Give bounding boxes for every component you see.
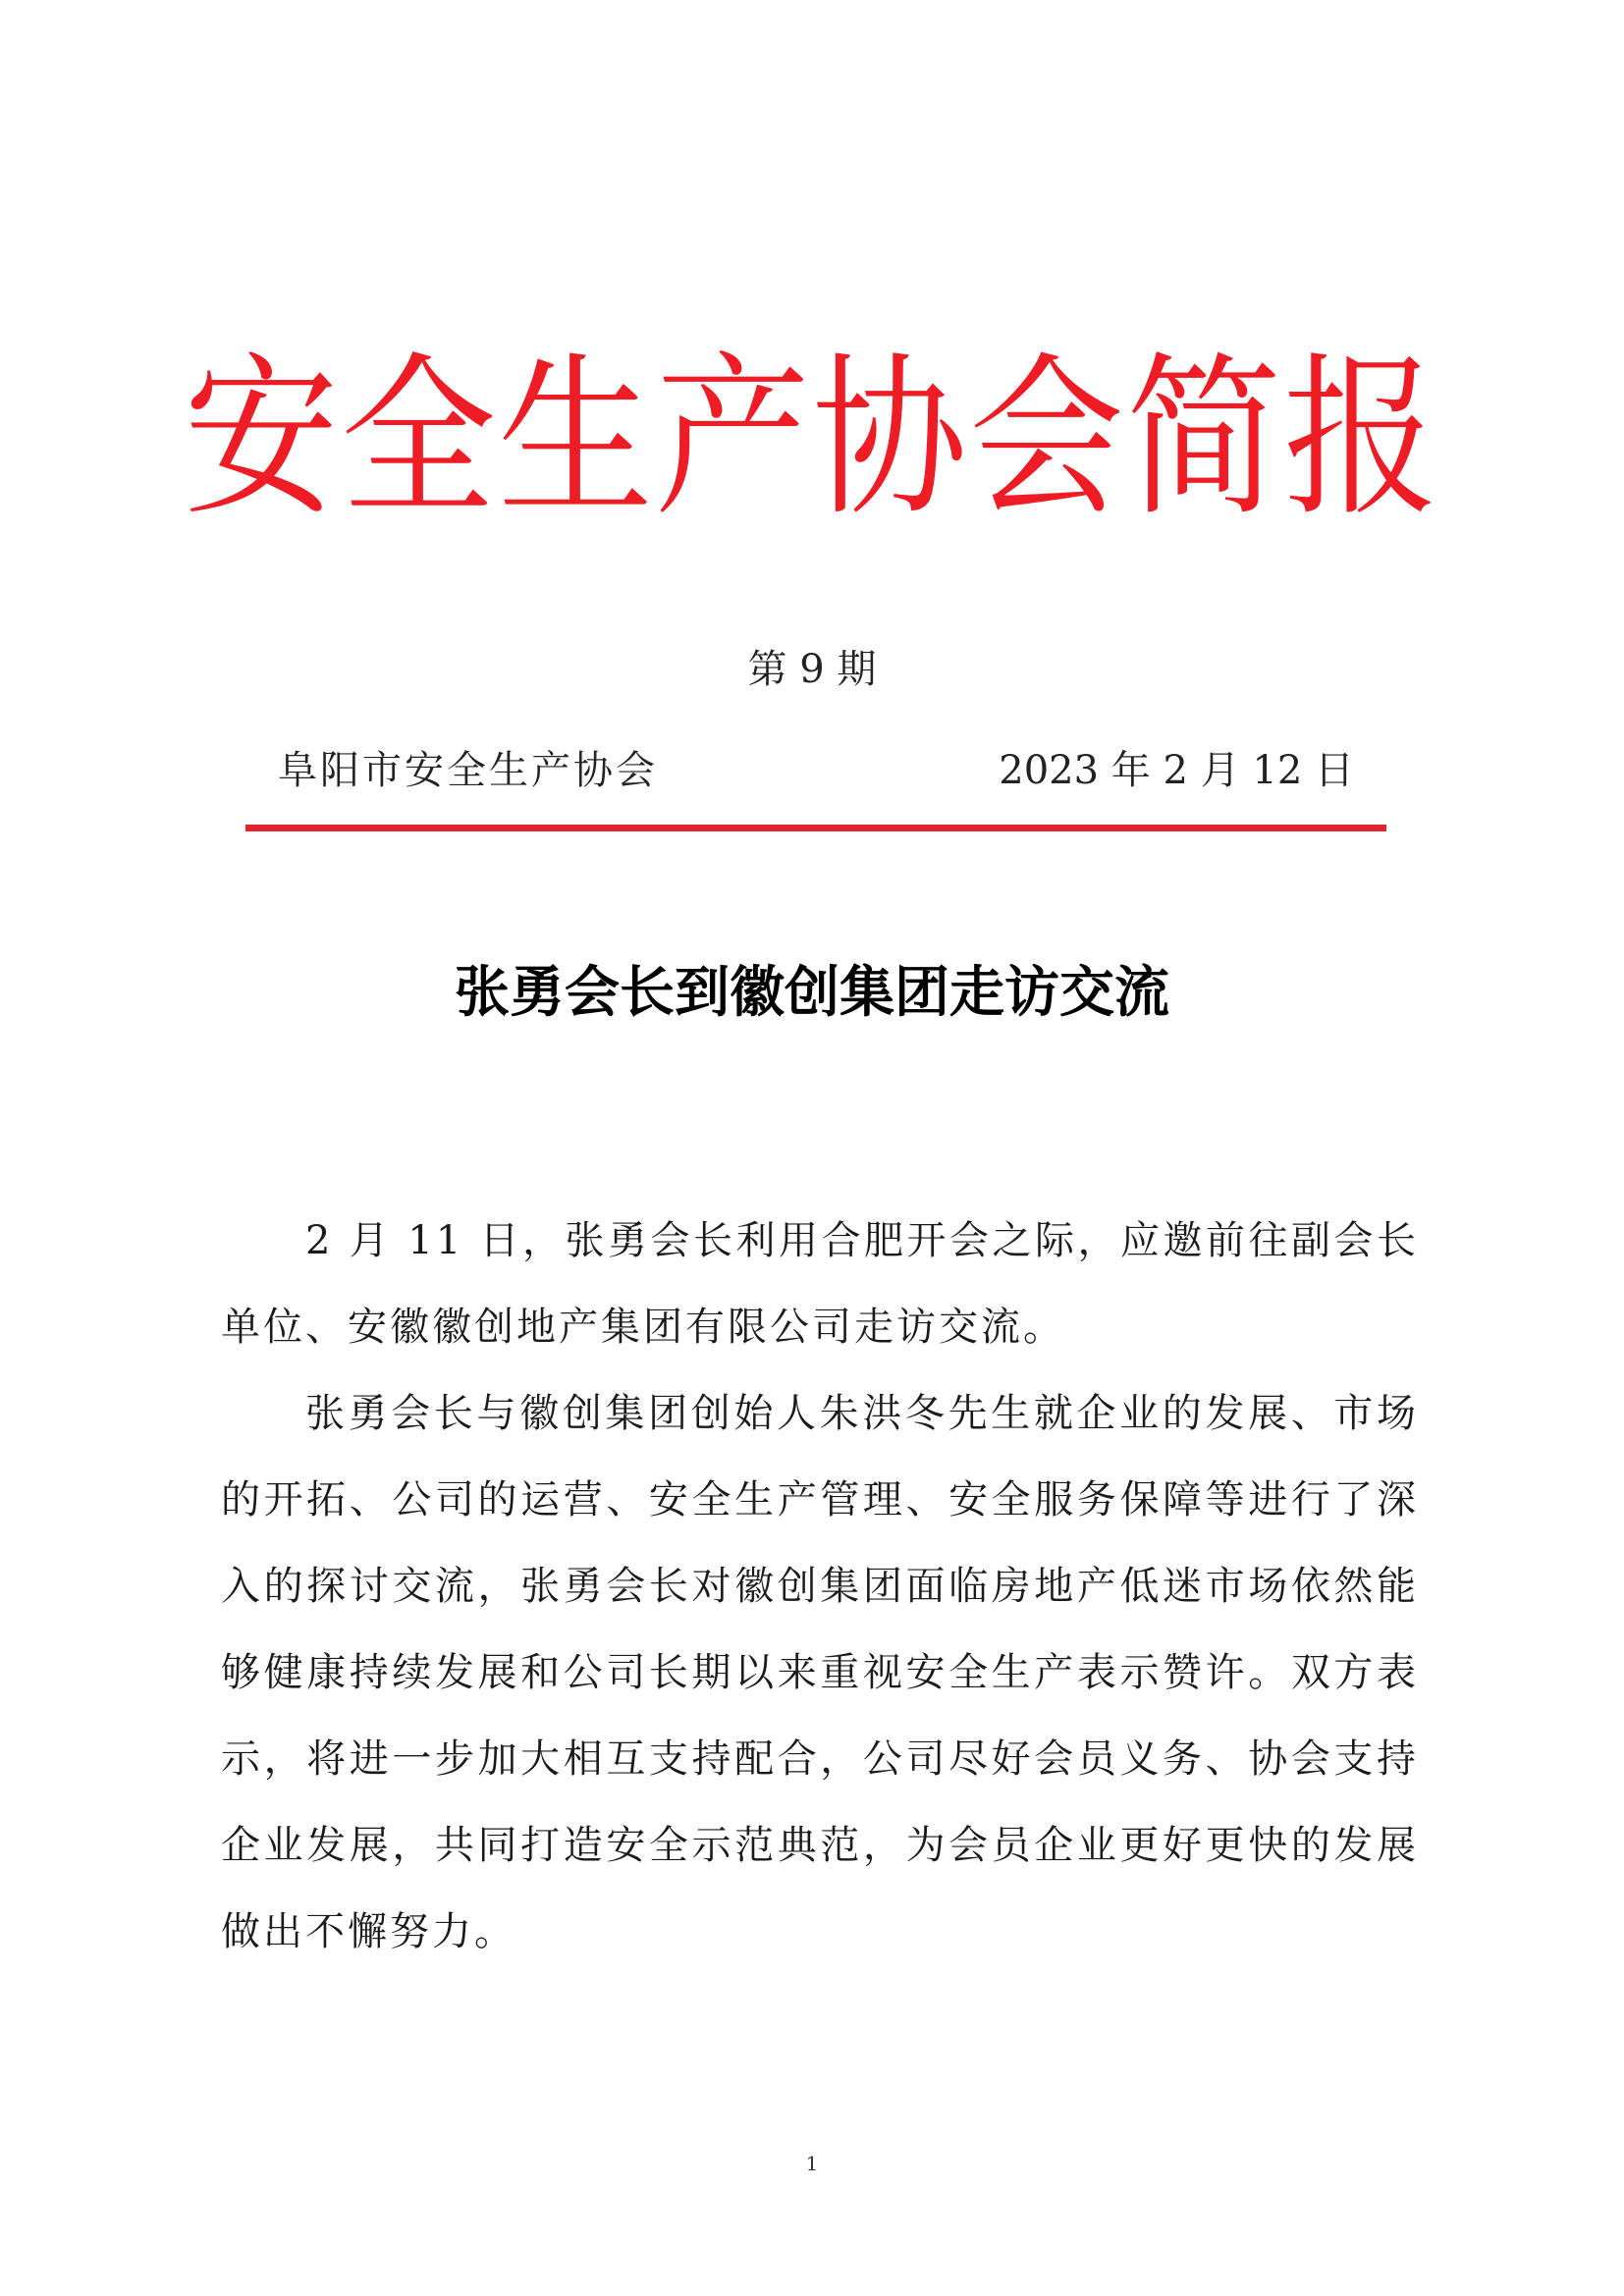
masthead-title: 安全生产协会简报 (184, 337, 1440, 541)
issue-date: 2023 年 2 月 12 日 (999, 748, 1354, 793)
page-number: 1 (805, 2152, 819, 2175)
article-body (221, 1198, 1419, 1975)
red-separator-line (245, 825, 1386, 831)
article-paragraph-1: 2 月 11 日，张勇会长利用合肥开会之际，应邀前往副会长单位、安徽徽创地产集团有限公司走访交流。 (221, 1218, 1419, 1350)
article-paragraph-2: 张勇会长与徽创集团创始人朱洪冬先生就企业的发展、市场的开拓、公司的运营、安全生产管理、安全服务保障等进行了深入的探讨交流，张勇会长对徽创集团面临房地产低迷市场依然能够健康持续发展和公司长期以来重视安全生产表示赞许。双方表示，将进一步加大相互支持配合，公司尽好会员义务、协会支持企业发展，共同打造安全示范典范，为会员企业更好更快的发展做出不懈努力。 (221, 1391, 1419, 1954)
article-title: 张勇会长到徽创集团走访交流 (455, 960, 1169, 1025)
issuing-organization: 阜阳市安全生产协会 (278, 748, 658, 793)
issue-number: 第 9 期 (747, 647, 877, 692)
